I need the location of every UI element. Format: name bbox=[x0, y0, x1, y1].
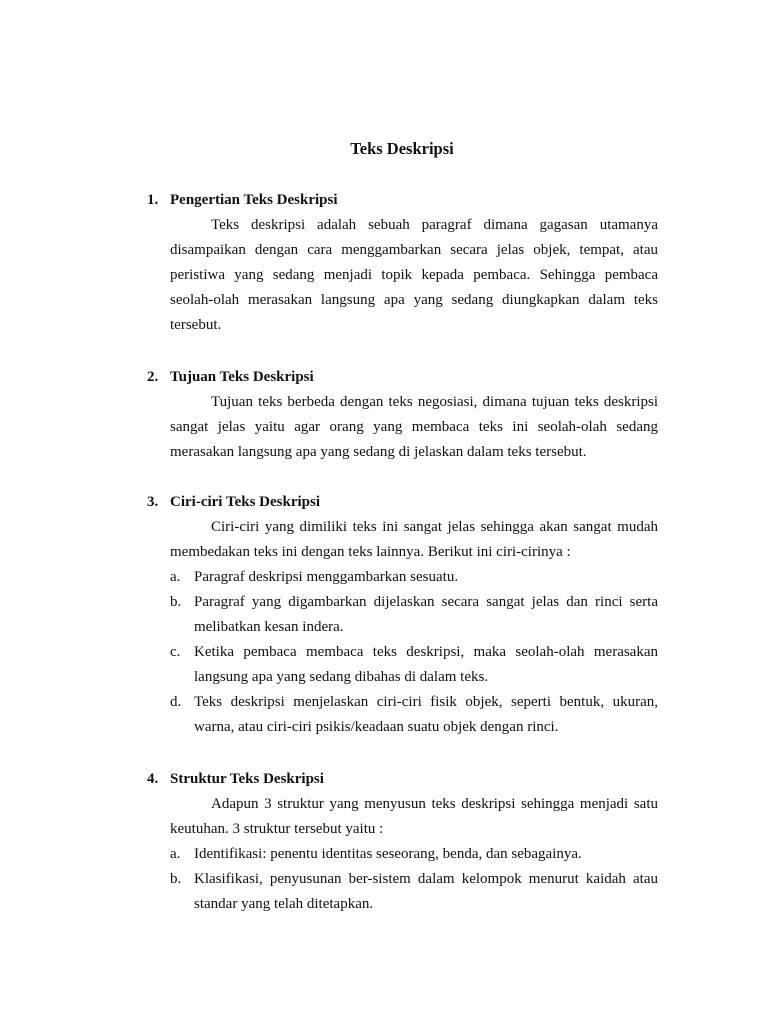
paragraph: Tujuan teks berbeda dengan teks negosiasi, dimana tujuan teks deskripsi sangat jelas yaitu agar orang yang membaca teks ini seolah-olah sedang merasakan langsung apa yang sedang di jelaskan dalam teks tersebut. bbox=[170, 394, 658, 460]
list-item: a. Paragraf deskripsi menggambarkan sesuatu. bbox=[170, 569, 459, 585]
section-heading: 4. Struktur Teks Deskripsi bbox=[147, 771, 324, 787]
list-item: b. Klasifikasi, penyusunan ber-sistem dalam kelompok menurut kaidah atau standar yang telah ditetapkan. bbox=[170, 871, 658, 912]
section-struktur bbox=[147, 767, 658, 917]
section-heading: 3. Ciri-ciri Teks Deskripsi bbox=[147, 494, 321, 510]
list-item: b. Paragraf yang digambarkan dijelaskan secara sangat jelas dan rinci serta melibatkan kesan indera. bbox=[170, 594, 658, 635]
section-pengertian bbox=[147, 188, 658, 338]
document-title: Teks Deskripsi bbox=[350, 139, 454, 158]
list-item: d. Teks deskripsi menjelaskan ciri-ciri fisik objek, seperti bentuk, ukuran, warna, atau ciri-ciri psikis/keadaan suatu objek dengan rinci. bbox=[170, 694, 658, 735]
section-heading: 1. Pengertian Teks Deskripsi bbox=[147, 192, 338, 208]
paragraph: Adapun 3 struktur yang menyusun teks deskripsi sehingga menjadi satu keutuhan. 3 struktur tersebut yaitu : bbox=[170, 796, 658, 837]
list-item: a. Identifikasi: penentu identitas seseorang, benda, dan sebagainya. bbox=[170, 846, 582, 862]
paragraph: Ciri-ciri yang dimiliki teks ini sangat jelas sehingga akan sangat mudah membedakan teks ini dengan teks lainnya. Berikut ini ciri-cirinya : bbox=[170, 519, 658, 560]
section-ciri-ciri bbox=[147, 490, 658, 740]
section-heading: 2. Tujuan Teks Deskripsi bbox=[147, 369, 314, 385]
paragraph: Teks deskripsi adalah sebuah paragraf dimana gagasan utamanya disampaikan dengan cara menggambarkan secara jelas objek, tempat, atau peristiwa yang sedang menjadi topik kepada pembaca. Sehingga pembaca seolah-olah merasakan langsung apa yang sedang diungkapkan dalam teks tersebut. bbox=[170, 217, 658, 333]
list-item: c. Ketika pembaca membaca teks deskripsi, maka seolah-olah merasakan langsung apa yang sedang dibahas di dalam teks. bbox=[170, 644, 658, 685]
section-tujuan bbox=[147, 365, 658, 465]
